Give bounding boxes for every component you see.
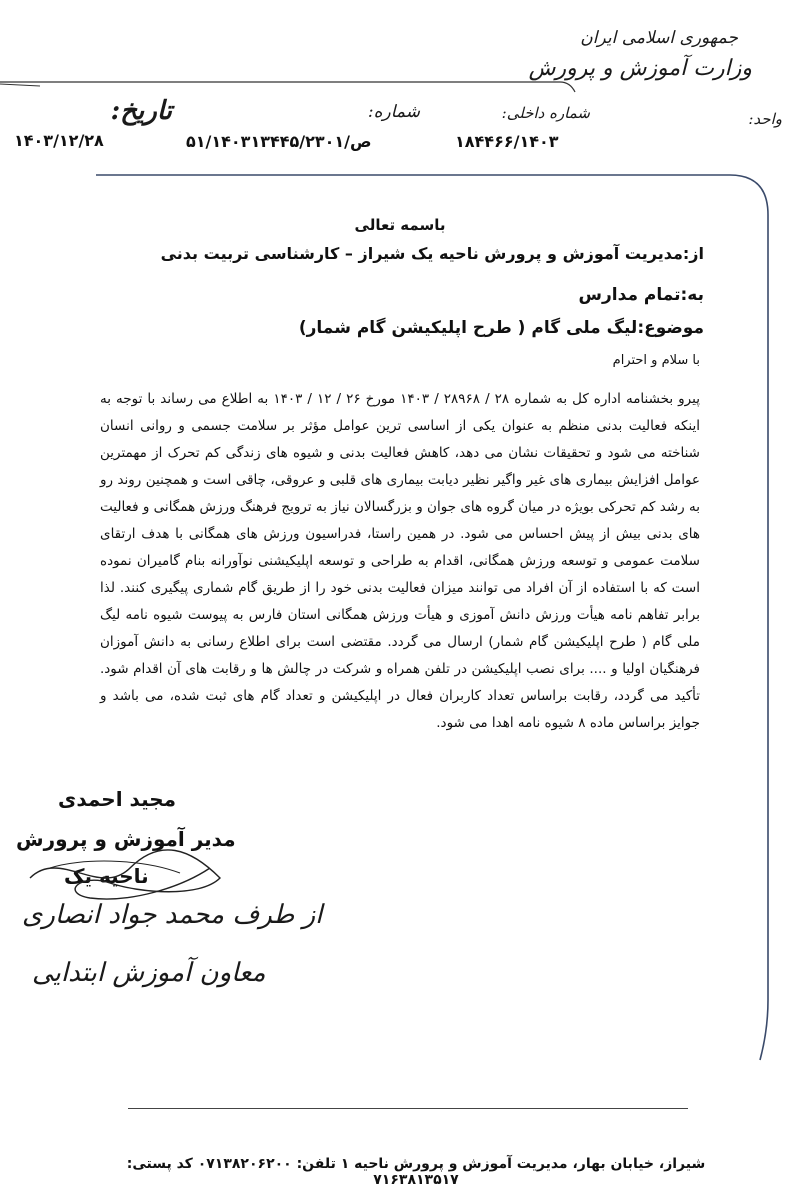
signatory-title-line2: ناحیه یک xyxy=(64,864,149,888)
signature-scribble xyxy=(20,838,240,908)
signature-on-behalf: از طرف محمد جواد انصاری xyxy=(22,900,323,930)
letter-from: از:مدیریت آموزش و پرورش ناحیه یک شیراز – کارشناسی تربیت بدنی xyxy=(160,244,704,263)
footer-address: شیراز، خیابان بهار، مدیریت آموزش و پرورش ناحیه ۱ تلفن: ۰۷۱۳۸۲۰۶۲۰۰ کد پستی: ۷۱۶۳۸۱۳۵۱۷ xyxy=(126,1156,706,1188)
signatory-name: مجید احمدی xyxy=(58,787,177,811)
letter-body: پیرو بخشنامه اداره کل به شماره ۲۸ / ۲۸۹۶۸ / ۱۴۰۳ مورخ ۲۶ / ۱۲ / ۱۴۰۳ به اطلاع می رساند با توجه به اینکه فعالیت بدنی منظم به عنوان یکی از اساسی ترین عوامل مؤثر بر سلامت جسمی و روانی انسان شناخته می شود و تحقیقات نشان می دهد، کاهش فعالیت بدنی و شیوه های زندگی کم تحرک از مهمترین عوامل افزایش بیماری های غیر واگیر نظیر دیابت بیماری های قلبی و عروقی، چاقی است و همچنین روند رو به رشد کم تحرکی بویژه در میان گروه های جوان و بزرگسالان نیاز به ترویج فرهنگ ورزش همگانی و فعالیت های بدنی بیش از پیش احساس می شود. در همین راستا، فدراسیون ورزش های همگانی با هدف ارتقای سلامت عمومی و توسعه ورزش همگانی، اقدام به طراحی و توسعه اپلیکیشنی نوآورانه بنام گامیران نموده است که با استفاده از آن افراد می توانند میزان فعالیت بدنی خود را از طریق گام شماری پیگیری کنند. لذا برابر تفاهم نامه هیأت ورزش دانش آموزی و هیأت ورزش همگانی استان فارس به پیوست شیوه نامه لیگ ملی گام ( طرح اپلیکیشن گام شمار) ارسال می گردد. مقتضی است برای اطلاع رسانی به دانش آموزان فرهنگیان اولیا و .... برای نصب اپلیکیشن در تلفن همراه و شرکت در چالش ها و رقابت های آن اقدام شود. تأکید می گردد، رقابت براساس تعداد کاربران فعال در اپلیکیشن و تعداد گام های ثبت شده، می باشد و جوایز براساس ماده ۸ شیوه نامه اهدا می شود. xyxy=(100,391,700,731)
date-label: تاریخ: xyxy=(110,96,172,126)
letterhead-republic: جمهوری اسلامی ایران xyxy=(580,28,738,48)
unit-label: واحد: xyxy=(748,110,782,128)
signatory-title-line1: مدیر آموزش و پرورش xyxy=(16,827,236,851)
letterhead-ministry: وزارت آموزش و پرورش xyxy=(528,56,752,81)
letter-greeting: با سلام و احترام xyxy=(612,353,700,368)
number-value: ۵۱/۱۴۰۳۱۳۴۴۵/۲۳۰۱/ص xyxy=(186,132,372,151)
internal-number-value: ۱۸۴۴۶۶/۱۴۰۳ xyxy=(455,132,559,151)
basmala: باسمه تعالی xyxy=(354,216,446,234)
signature-deputy-title: معاون آموزش ابتدایی xyxy=(32,958,266,988)
internal-number-label: شماره داخلی: xyxy=(501,104,590,122)
footer-divider xyxy=(128,1108,688,1109)
letter-subject: موضوع:لیگ ملی گام ( طرح اپلیکیشن گام شمار) xyxy=(298,318,704,338)
date-value: ۱۴۰۳/۱۲/۲۸ xyxy=(14,131,104,150)
letter-to: به:تمام مدارس xyxy=(578,285,704,305)
number-label: شماره: xyxy=(367,102,420,122)
